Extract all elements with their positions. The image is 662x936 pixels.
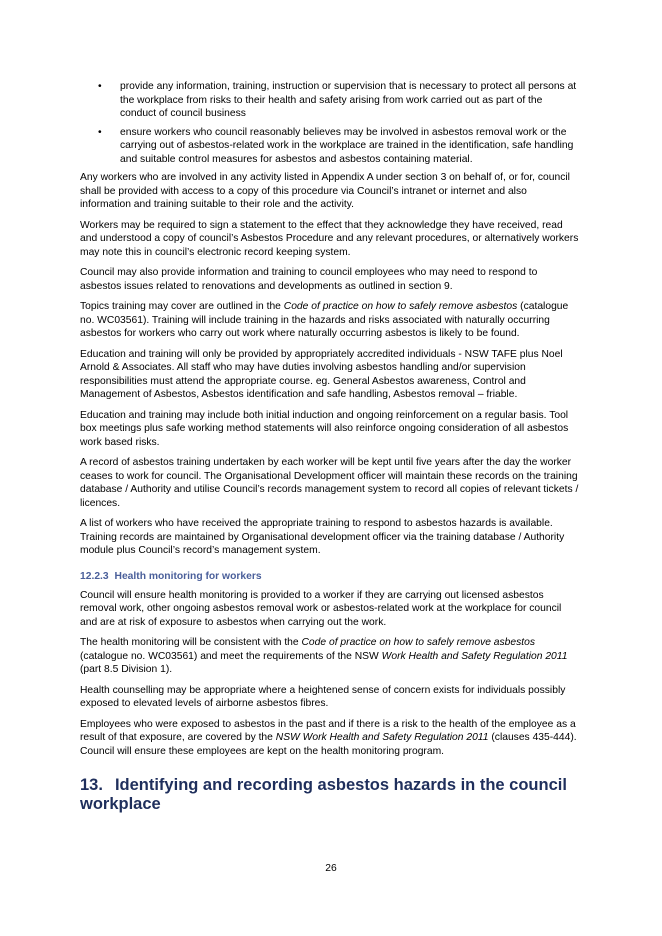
paragraph: Council may also provide information and training to council employees who may need to respond to asbestos issues related to renovations and developments as outlined in section 9. — [80, 267, 538, 292]
paragraph: The health monitoring will be consistent with the Code of practice on how to safely remove asbestos (catalogue no. WC03561) and meet the requirements of the NSW Work Health and Safety Regulation 2011 (part 8.5 Division 1). — [80, 637, 568, 675]
bullet-icon: • — [98, 81, 102, 92]
paragraph: Employees who were exposed to asbestos in the past and if there is a risk to the health of the employee as a result of that exposure, are covered by the NSW Work Health and Safety Regulation 2011 (clauses 435-444). Council will ensure these employees are kept on the health monitoring program. — [80, 718, 577, 757]
paragraph: A record of asbestos training undertaken by each worker will be kept until five years after the day the worker ceases to work for council. The Organisational Development officer will maintain these records on the training database / Authority and utilise Council’s records management system to record all copies of relevant tickets / licences. — [80, 457, 579, 509]
paragraph: Health counselling may be appropriate where a heightened sense of concern exists for individuals possibly exposed to elevated levels of airborne asbestos fibres. — [80, 684, 566, 709]
list-item: • ensure workers who council reasonably believes may be involved in asbestos removal work or the carrying out of asbestos-related work in the workplace are trained in the identification, safe handling and suitable control measures for asbestos and asbestos containing material. — [98, 126, 574, 165]
paragraph: Council will ensure health monitoring is provided to a worker if they are carrying out licensed asbestos removal work, other ongoing asbestos removal work or asbestos-related work at the workplace for council and are at risk of exposure to asbestos when carrying out the work. — [80, 589, 562, 628]
bullet-list — [80, 80, 580, 166]
document-page — [80, 80, 580, 814]
paragraph: Workers may be required to sign a statement to the effect that they acknowledge they have received, read and understood a copy of council’s Asbestos Procedure and any relevant procedures, or alternatively workers may note this in council’s electronic record keeping system. — [80, 219, 579, 258]
paragraph: Topics training may cover are outlined in the Code of practice on how to safely remove asbestos (catalogue no. WC03561). Training will include training in the hazards and risks associated with naturally occurring asbestos for workers who carry out work where naturally occurring asbestos is likely to be found. — [80, 301, 569, 339]
paragraph: Education and training will only be provided by appropriately accredited individuals - NSW TAFE plus Noel Arnold & Associates. All staff who may have duties involving asbestos handling and/or supervision responsibilities must attend the appropriate course. eg. General Asbestos awareness, Control and Management of Asbestos, Asbestos identification and safe handling, Asbestos removal – friable. — [80, 348, 563, 400]
paragraph: A list of workers who have received the appropriate training to respond to asbestos hazards is available. Training records are maintained by Organisational development officer via the training database / Authority module plus Council’s record’s management system. — [80, 518, 565, 556]
section-heading: 13. Identifying and recording asbestos hazards in the council workplace — [80, 776, 567, 813]
paragraph: Any workers who are involved in any activity listed in Appendix A under section 3 on behalf of, or for, council shall be provided with access to a copy of this procedure via Council’s intranet or internet and also information and training suitable to their role and the activity. — [80, 172, 570, 210]
section-subheading: 12.2.3 Health monitoring for workers — [80, 570, 262, 582]
bullet-icon: • — [98, 126, 102, 138]
paragraph: Education and training may include both initial induction and ongoing reinforcement on a regular basis. Tool box meetings plus safe working method statements will also reinforce ongoing consideration of all asbestos work based risks. — [80, 409, 569, 448]
page-number: 26 — [325, 863, 337, 874]
list-item: • provide any information, training, instruction or supervision that is necessary to protect all persons at the workplace from risks to their health and safety arising from work carried out as part of the conduct of council business — [98, 81, 577, 119]
